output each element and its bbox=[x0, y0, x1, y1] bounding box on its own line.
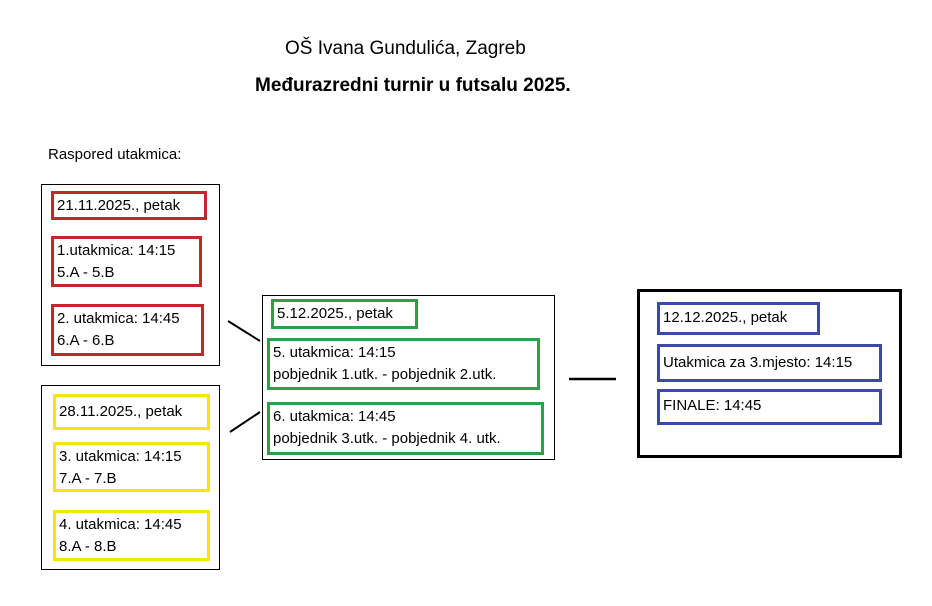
date-semis-text: 5.12.2025., petak bbox=[277, 305, 393, 322]
match-2-teams: 6.A - 6.B bbox=[57, 332, 115, 349]
match-1-time: 1.utakmica: 14:15 bbox=[57, 242, 176, 259]
tournament-title: Međurazredni turnir u futsalu 2025. bbox=[255, 75, 571, 96]
date-day2-text: 28.11.2025., petak bbox=[59, 403, 183, 420]
match-6-time: 6. utakmica: 14:45 bbox=[273, 408, 396, 425]
connector-day1-to-semis bbox=[228, 321, 260, 341]
match-3-time: 3. utakmica: 14:15 bbox=[59, 448, 182, 465]
match-4-time: 4. utakmica: 14:45 bbox=[59, 516, 182, 533]
final-text: FINALE: 14:45 bbox=[663, 397, 762, 414]
connector-day2-to-semis bbox=[230, 412, 260, 432]
school-title: OŠ Ivana Gundulića, Zagreb bbox=[285, 38, 526, 59]
match-2-time: 2. utakmica: 14:45 bbox=[57, 310, 180, 327]
match-4-teams: 8.A - 8.B bbox=[59, 538, 117, 555]
date-day1-text: 21.11.2025., petak bbox=[57, 197, 181, 214]
match-5-time: 5. utakmica: 14:15 bbox=[273, 344, 396, 361]
match-1-teams: 5.A - 5.B bbox=[57, 264, 115, 281]
third-place-text: Utakmica za 3.mjesto: 14:15 bbox=[663, 354, 853, 371]
match-6-teams: pobjednik 3.utk. - pobjednik 4. utk. bbox=[273, 430, 501, 447]
date-finals-text: 12.12.2025., petak bbox=[663, 309, 788, 326]
match-5-teams: pobjednik 1.utk. - pobjednik 2.utk. bbox=[273, 366, 497, 383]
match-3-teams: 7.A - 7.B bbox=[59, 470, 117, 487]
schedule-label: Raspored utakmica: bbox=[48, 146, 182, 163]
